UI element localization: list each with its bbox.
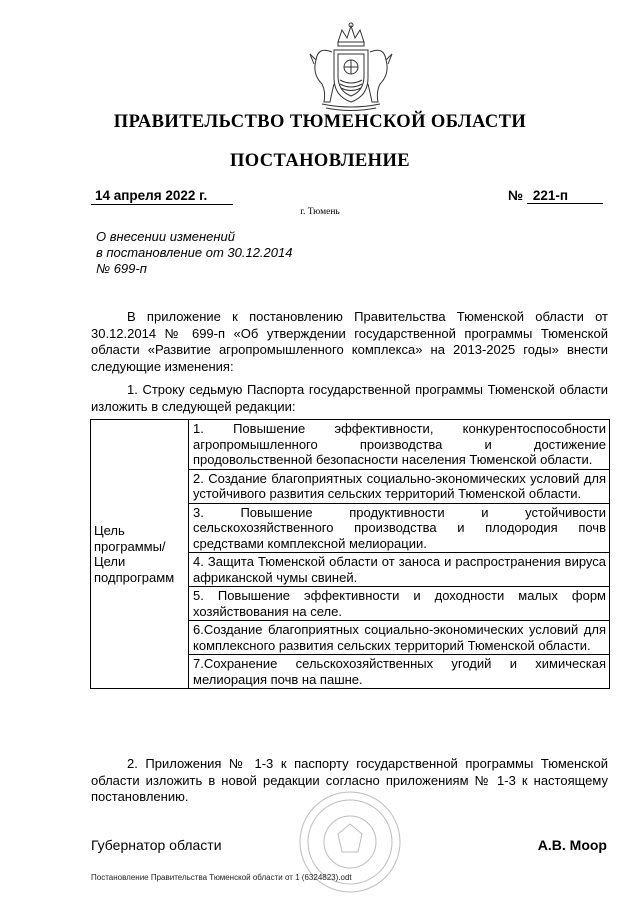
intro-text: В приложение к постановлению Правительства Тюменской области от 30.12.2014 № 699-п «Об утверждении государственной программы Тюменской области «Развитие агропромышленного комплекса» на 2013-2025 годы» внести следующие изменения:: [91, 309, 608, 374]
city: г. Тюмень: [300, 207, 340, 217]
item2-text: 2. Приложения № 1-3 к паспорту государственной программы Тюменской области изложить в новой редакции согласно приложениям № 1-3 к настоящему постановлению.: [91, 756, 608, 804]
subject-line: в постановление от 30.12.2014: [96, 245, 293, 260]
document-type-title: ПОСТАНОВЛЕНИЕ: [229, 151, 410, 171]
signatory-position: Губернатор области: [91, 837, 222, 853]
program-goals-table: [90, 419, 610, 689]
signatory-name: А.В. Моор: [537, 837, 607, 853]
decree-date: 14 апреля 2022 г.: [91, 188, 233, 205]
goal-item: 2. Создание благоприятных социально-экономических условий для устойчивого развития сельских территорий Тюменской области.: [189, 470, 609, 504]
decree-number: 221-п: [527, 188, 603, 204]
goal-item: 4. Защита Тюменской области от заноса и распространения вируса африканской чумы свиней.: [189, 553, 609, 587]
item1-paragraph: [91, 382, 608, 415]
file-footer: Постановление Правительства Тюменской области от 1 (6324823).odt: [91, 873, 352, 882]
number-label: №: [508, 188, 524, 203]
intro-paragraph: [91, 309, 608, 375]
goal-item: 1. Повышение эффективности, конкурентоспособности агропромышленного производства и достижение продовольственной безопасности населения Тюменской области.: [189, 420, 609, 470]
government-title: ПРАВИТЕЛЬСТВО ТЮМЕНСКОЙ ОБЛАСТИ: [113, 112, 527, 132]
goal-item: 7.Сохранение сельскохозяйственных угодий и химическая мелиорация почв на пашне.: [193, 656, 606, 687]
tyumen-coat-of-arms-icon: [296, 20, 406, 112]
goal-item: 3. Повышение продуктивности и устойчивости сельскохозяйственного производства и плодородия почв средствами комплексной мелиорации.: [189, 504, 609, 554]
decree-subject: [96, 229, 356, 277]
item1-text: 1. Строку седьмую Паспорта государственной программы Тюменской области изложить в следующей редакции:: [91, 382, 608, 414]
subject-line: № 699-п: [96, 261, 147, 276]
goals-list-cell: [189, 420, 610, 689]
decree-number-block: [508, 188, 603, 204]
goal-item: 6.Создание благоприятных социально-экономических условий для комплексного развития сельских территорий Тюменской области.: [189, 621, 609, 655]
subject-line: О внесении изменений: [96, 229, 235, 244]
goals-label-cell: Цель программы/ Цели подпрограмм: [91, 420, 189, 689]
goal-item: 5. Повышение эффективности и доходности малых форм хозяйствования на селе.: [189, 587, 609, 621]
